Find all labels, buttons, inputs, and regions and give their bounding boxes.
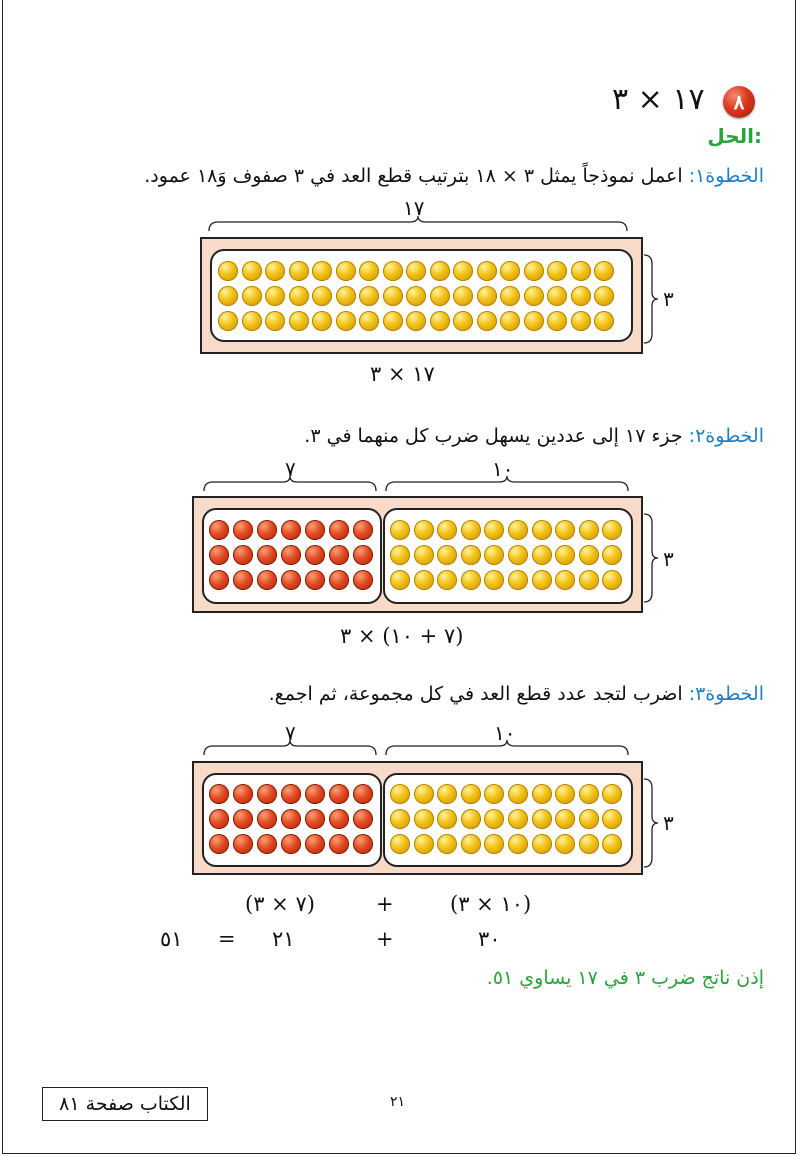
book-reference-text: الكتاب صفحة ٨١ (59, 1093, 191, 1115)
yellow-counter (500, 311, 520, 331)
yellow-counter (453, 261, 473, 281)
model3-yellow-box (383, 773, 633, 867)
yellow-counter (430, 311, 450, 331)
yellow-counter (437, 784, 457, 804)
yellow-counter (555, 834, 575, 854)
red-counter (329, 784, 349, 804)
red-counter (209, 784, 229, 804)
yellow-counter (453, 311, 473, 331)
yellow-counter (430, 286, 450, 306)
yellow-counter (602, 545, 622, 565)
yellow-counter (312, 261, 332, 281)
red-counter (353, 834, 373, 854)
yellow-counter (289, 311, 309, 331)
yellow-counter (336, 286, 356, 306)
model1-side-brace (642, 254, 662, 344)
yellow-counter (265, 286, 285, 306)
yellow-counter (461, 570, 481, 590)
red-counter (281, 784, 301, 804)
equation-partial-30: ٣٠ (478, 927, 501, 951)
red-counter (209, 834, 229, 854)
red-counter (257, 545, 277, 565)
yellow-counter (571, 261, 591, 281)
model2-right-brace (385, 476, 630, 496)
red-counter (257, 784, 277, 804)
yellow-counter (508, 570, 528, 590)
yellow-counter (453, 286, 473, 306)
yellow-counter (571, 311, 591, 331)
yellow-counter (461, 834, 481, 854)
red-counter (305, 834, 325, 854)
red-counter (233, 545, 253, 565)
red-counter (353, 809, 373, 829)
model2-frame (192, 496, 643, 613)
yellow-counter (242, 261, 262, 281)
red-counter (353, 520, 373, 540)
yellow-counter (406, 261, 426, 281)
yellow-counter (383, 261, 403, 281)
yellow-counter (336, 311, 356, 331)
yellow-counter (547, 311, 567, 331)
equation-plus-2: + (376, 927, 394, 951)
conclusion-text: إذن ناتج ضرب ٣ في ١٧ يساوي ٥١. (486, 967, 764, 989)
red-counter (233, 570, 253, 590)
step-2-text: جزء ١٧ إلى عددين يسهل ضرب كل منهما في ٣. (304, 425, 689, 447)
yellow-counter (579, 570, 599, 590)
yellow-counter (359, 261, 379, 281)
yellow-counter (437, 809, 457, 829)
step-3-colon: : (688, 683, 696, 705)
yellow-counter (414, 834, 434, 854)
yellow-counter (484, 809, 504, 829)
yellow-counter (484, 545, 504, 565)
step-1-text: اعمل نموذجاً يمثل ٣ × ١٨ بترتيب قطع العد في ٣ صفوف وَ١٨ عمود. (144, 165, 689, 187)
yellow-counter (524, 286, 544, 306)
model1-side-label: ٣ (663, 287, 674, 311)
red-counter (233, 784, 253, 804)
yellow-counter (461, 545, 481, 565)
red-counter (257, 834, 277, 854)
yellow-counter (437, 520, 457, 540)
red-counter (353, 784, 373, 804)
yellow-counter (532, 570, 552, 590)
red-counter (329, 545, 349, 565)
model2-yellow-box (383, 508, 633, 604)
book-reference-box (42, 1087, 208, 1121)
yellow-counter (532, 520, 552, 540)
step-1-key: الخطوة١ (695, 165, 764, 187)
page-number: ٢١ (390, 1094, 406, 1110)
yellow-counter (414, 784, 434, 804)
yellow-counter (265, 311, 285, 331)
model2-side-label: ٣ (663, 547, 674, 571)
yellow-counter (579, 520, 599, 540)
red-counter (305, 520, 325, 540)
yellow-counter (484, 570, 504, 590)
model1-bottom-label: ١٧ × ٣ (370, 362, 435, 386)
yellow-counter (532, 809, 552, 829)
yellow-counter (265, 261, 285, 281)
yellow-counter (359, 311, 379, 331)
yellow-counter (500, 261, 520, 281)
equation-left-product: (٧ × ٣) (245, 892, 315, 916)
yellow-counter (383, 311, 403, 331)
yellow-counter (359, 286, 379, 306)
yellow-counter (390, 545, 410, 565)
problem-expression: ١٧ × ٣ (612, 82, 705, 117)
model1-top-brace (208, 216, 628, 236)
yellow-counter (594, 311, 614, 331)
yellow-counter (242, 286, 262, 306)
yellow-counter (437, 834, 457, 854)
red-counter (209, 570, 229, 590)
yellow-counter (484, 784, 504, 804)
red-counter (209, 520, 229, 540)
yellow-counter (547, 286, 567, 306)
model1-top-label: ١٧ (403, 196, 425, 220)
step-1 (144, 165, 764, 187)
red-counter (257, 570, 277, 590)
red-counter (329, 570, 349, 590)
red-counter (305, 545, 325, 565)
model2-left-brace (203, 476, 378, 496)
yellow-counter (524, 261, 544, 281)
yellow-counter (437, 570, 457, 590)
yellow-counter (602, 834, 622, 854)
model3-frame (192, 761, 643, 875)
equation-partial-21: ٢١ (272, 927, 295, 951)
yellow-counter (390, 784, 410, 804)
yellow-counter (579, 834, 599, 854)
red-counter (329, 809, 349, 829)
yellow-counter (508, 809, 528, 829)
red-counter (281, 570, 301, 590)
red-counter (353, 570, 373, 590)
yellow-counter (477, 311, 497, 331)
yellow-counter (579, 545, 599, 565)
yellow-counter (508, 834, 528, 854)
yellow-counter (602, 520, 622, 540)
yellow-counter (430, 261, 450, 281)
yellow-counter (242, 311, 262, 331)
red-counter (305, 809, 325, 829)
yellow-counter (390, 570, 410, 590)
step-1-colon: : (688, 165, 696, 187)
yellow-counter (383, 286, 403, 306)
red-counter (281, 520, 301, 540)
yellow-counter (602, 809, 622, 829)
yellow-counter (571, 286, 591, 306)
red-counter (353, 545, 373, 565)
yellow-counter (477, 286, 497, 306)
red-counter (233, 520, 253, 540)
yellow-counter (414, 545, 434, 565)
model2-side-brace (642, 513, 662, 603)
yellow-counter (555, 545, 575, 565)
model1-frame (200, 237, 643, 354)
yellow-counter (461, 809, 481, 829)
equation-result: ٥١ (160, 927, 183, 951)
model2-right-label: ١٠ (492, 457, 514, 481)
model3-right-label: ١٠ (494, 721, 516, 745)
red-counter (305, 570, 325, 590)
red-counter (329, 520, 349, 540)
yellow-counter (461, 784, 481, 804)
yellow-counter (555, 784, 575, 804)
equation-right-product: (١٠ × ٣) (450, 892, 532, 916)
yellow-counter (414, 520, 434, 540)
yellow-counter (579, 809, 599, 829)
model3-left-brace (203, 740, 378, 760)
yellow-counter (461, 520, 481, 540)
yellow-counter (414, 570, 434, 590)
yellow-counter (437, 545, 457, 565)
yellow-counter (218, 311, 238, 331)
red-counter (233, 834, 253, 854)
problem-number-badge: ٨ (723, 86, 755, 118)
yellow-counter (312, 311, 332, 331)
yellow-counter (390, 809, 410, 829)
yellow-counter (508, 520, 528, 540)
equation-equals: = (218, 927, 236, 951)
yellow-counter (594, 261, 614, 281)
yellow-counter (218, 261, 238, 281)
yellow-counter (336, 261, 356, 281)
yellow-counter (508, 545, 528, 565)
red-counter (257, 809, 277, 829)
yellow-counter (532, 834, 552, 854)
step-2-key: الخطوة٢ (695, 425, 764, 447)
equation-plus-1: + (376, 892, 394, 916)
step-3 (269, 683, 764, 705)
yellow-counter (500, 286, 520, 306)
yellow-counter (555, 570, 575, 590)
yellow-counter (390, 520, 410, 540)
yellow-counter (406, 311, 426, 331)
yellow-counter (218, 286, 238, 306)
model3-red-box (202, 773, 382, 867)
red-counter (257, 520, 277, 540)
yellow-counter (555, 809, 575, 829)
yellow-counter (289, 261, 309, 281)
yellow-counter (555, 520, 575, 540)
model3-side-label: ٣ (663, 811, 674, 835)
red-counter (305, 784, 325, 804)
model3-right-brace (385, 740, 630, 760)
yellow-counter (406, 286, 426, 306)
yellow-counter (602, 570, 622, 590)
yellow-counter (477, 261, 497, 281)
model3-left-label: ٧ (285, 721, 296, 745)
yellow-counter (484, 520, 504, 540)
red-counter (233, 809, 253, 829)
yellow-counter (602, 784, 622, 804)
model2-bottom-label: (٧ + ١٠) × ٣ (340, 624, 464, 648)
step-2-colon: : (688, 425, 696, 447)
step-3-key: الخطوة٣ (695, 683, 764, 705)
yellow-counter (312, 286, 332, 306)
model2-red-box (202, 508, 382, 604)
step-3-text: اضرب لتجد عدد قطع العد في كل مجموعة، ثم اجمع. (268, 683, 689, 705)
yellow-counter (532, 784, 552, 804)
model3-side-brace (642, 778, 662, 868)
yellow-counter (532, 545, 552, 565)
model2-left-label: ٧ (285, 457, 296, 481)
red-counter (209, 809, 229, 829)
red-counter (209, 545, 229, 565)
model1-bead-box (210, 249, 633, 342)
yellow-counter (390, 834, 410, 854)
yellow-counter (508, 784, 528, 804)
yellow-counter (414, 809, 434, 829)
yellow-counter (524, 311, 544, 331)
solution-label: الحل: (707, 124, 762, 148)
red-counter (281, 545, 301, 565)
yellow-counter (484, 834, 504, 854)
yellow-counter (547, 261, 567, 281)
red-counter (281, 809, 301, 829)
step-2 (304, 425, 764, 447)
yellow-counter (289, 286, 309, 306)
yellow-counter (579, 784, 599, 804)
red-counter (329, 834, 349, 854)
yellow-counter (594, 286, 614, 306)
red-counter (281, 834, 301, 854)
